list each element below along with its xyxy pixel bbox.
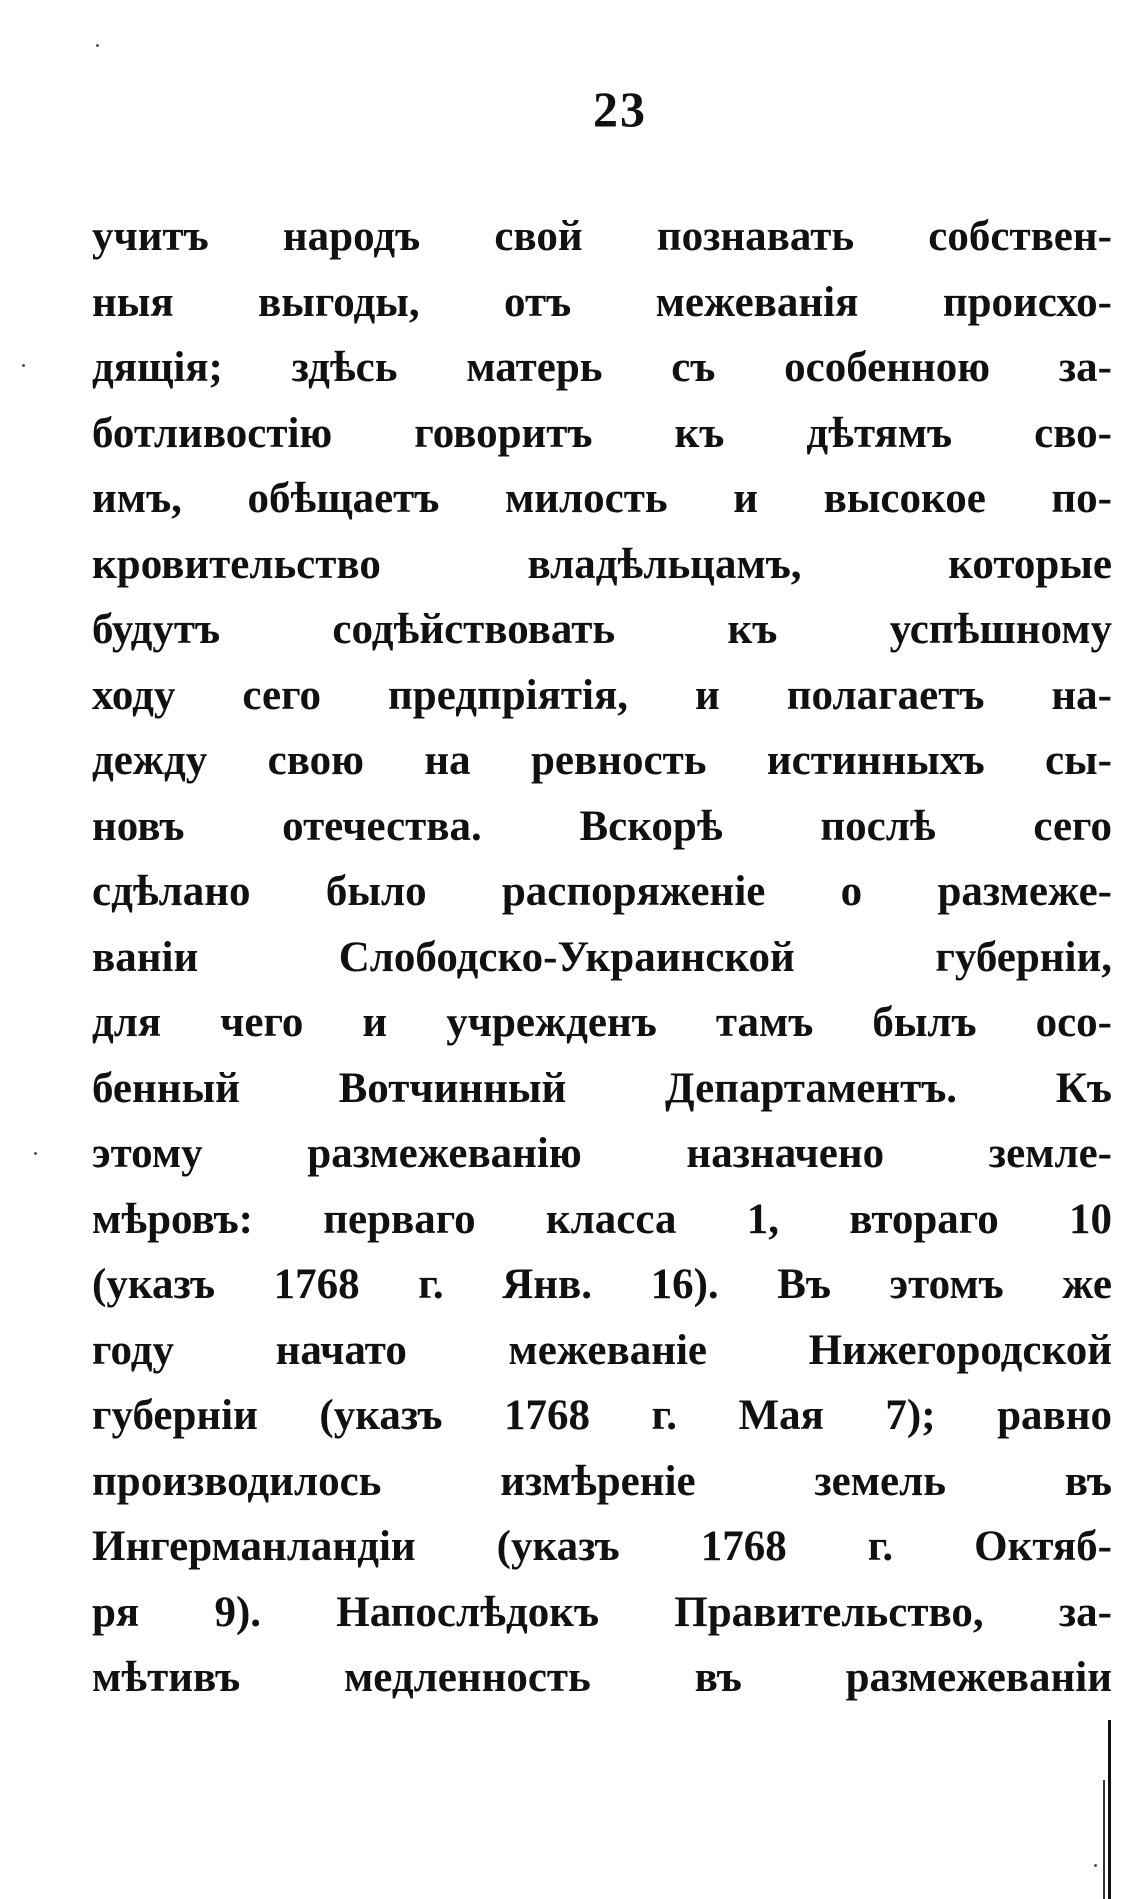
page-number: 23 [593, 81, 647, 137]
scan-speck [34, 1152, 37, 1155]
body-text [92, 204, 1112, 1711]
text-line: производилось измѣреніе земель въ [92, 1457, 1112, 1505]
text-line: ря 9). Напослѣдокъ Правительство, за- [92, 1588, 1112, 1636]
scan-speck [96, 44, 99, 47]
page-edge-shadow [1108, 1720, 1111, 1899]
text-line: ваніи Слободско-Украинской губерніи, [92, 933, 1112, 981]
text-line: ботливостію говоритъ къ дѣтямъ сво- [92, 409, 1112, 457]
page-edge-shadow [1103, 1780, 1105, 1899]
text-line: году начато межеваніе Нижегородской [92, 1326, 1112, 1374]
text-line: кровительство владѣльцамъ, которые [92, 540, 1112, 588]
text-line: губерніи (указъ 1768 г. Мая 7); равно [92, 1392, 1112, 1439]
text-line: бенный Вотчинный Департаментъ. Къ [92, 1064, 1112, 1112]
scan-speck [1094, 1864, 1097, 1867]
text-line: имъ, обѣщаетъ милость и высокое по- [92, 475, 1112, 522]
text-line: дежду свою на ревность истинныхъ сы- [92, 737, 1112, 784]
text-line: будутъ содѣйствовать къ успѣшному [92, 606, 1112, 653]
text-line: для чего и учрежденъ тамъ былъ осо- [92, 999, 1112, 1046]
text-line: учитъ народъ свой познавать собствен- [92, 213, 1112, 260]
text-line: дящія; здѣсь матерь съ особенною за- [92, 344, 1112, 391]
text-line: (указъ 1768 г. Янв. 16). Въ этомъ же [92, 1261, 1112, 1308]
text-line: сдѣлано было распоряженіе о размеже- [92, 868, 1112, 915]
text-line: мѣровъ: перваго класса 1, втораго 10 [92, 1195, 1112, 1243]
text-line: мѣтивъ медленность въ размежеваніи [92, 1654, 1112, 1701]
text-line: Ингерманландіи (указъ 1768 г. Октяб- [92, 1523, 1112, 1570]
scan-speck [22, 364, 25, 367]
text-line: ходу сего предпріятія, и полагаетъ на- [92, 671, 1112, 719]
text-line: ныя выгоды, отъ межеванія происхо- [92, 278, 1112, 326]
text-line: этому размежеванію назначено земле- [92, 1130, 1112, 1177]
text-line: новъ отечества. Вскорѣ послѣ сего [92, 802, 1112, 850]
